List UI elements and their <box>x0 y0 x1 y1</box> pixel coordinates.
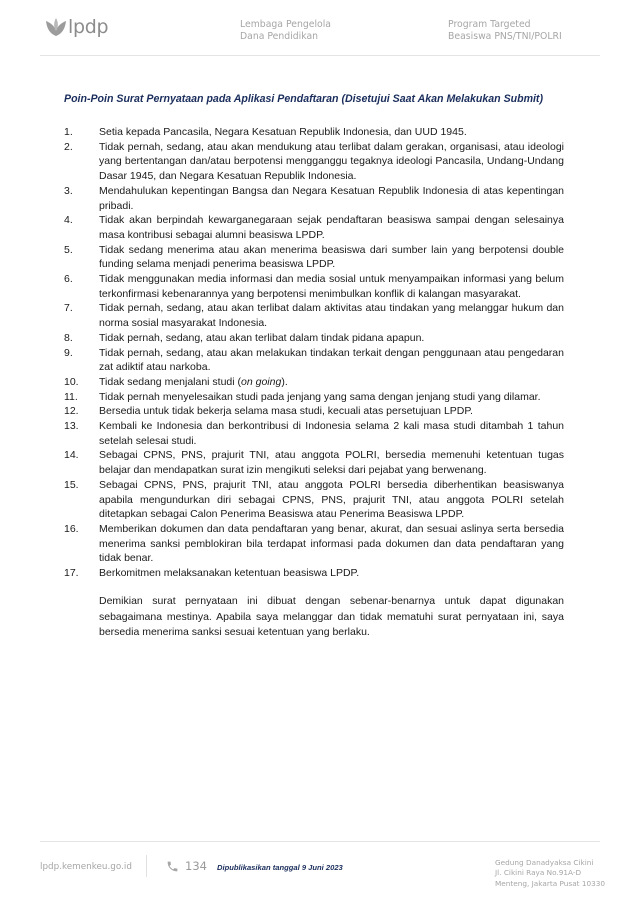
item-text: Tidak pernah, sedang, atau akan melakukan tindakan terkait dengan penggunaan atau pengedaran zat adiktif atau narkoba. <box>99 346 564 374</box>
list-item <box>64 404 564 419</box>
list-item <box>64 375 564 390</box>
list-item <box>64 184 564 213</box>
closing-paragraph: Demikian surat pernyataan ini dibuat dengan sebenar-benarnya untuk dapat digunakan sebagaimana mestinya. Apabila saya melanggar dan tidak mematuhi surat pernyataan ini, saya bersedia menerima sanksi sesuai ketentuan yang berlaku. <box>99 594 564 639</box>
list-item <box>64 346 564 375</box>
item-text: Memberikan dokumen dan data pendaftaran yang benar, akurat, dan sesuai aslinya serta bersedia menerima sanksi pemblokiran bila terdapat informasi pada dokumen dan data pendaftaran yang tidak benar. <box>99 522 564 565</box>
leaf-logo-icon <box>45 17 67 37</box>
item-number: 13. <box>64 420 79 433</box>
item-number: 9. <box>64 346 73 359</box>
list-item <box>64 243 564 272</box>
list-item <box>64 522 564 566</box>
office-address <box>495 858 605 889</box>
phone-icon <box>166 860 179 873</box>
item-number: 5. <box>64 243 73 256</box>
org-name-line1: Lembaga Pengelola <box>240 19 332 30</box>
lpdp-logo <box>45 17 108 37</box>
list-item <box>64 301 564 330</box>
item-number: 14. <box>64 449 79 462</box>
item-text: Sebagai CPNS, PNS, prajurit TNI, atau anggota POLRI bersedia diberhentikan beasiswanya apabila mengundurkan diri sebagai CPNS, PNS, prajurit TNI, atau anggota POLRI setelah ditetapkan sebagai Calon Penerima Beasiswa atau Penerima Beasiswa LPDP. <box>99 478 564 521</box>
item-number: 3. <box>64 184 73 197</box>
list-item <box>64 419 564 448</box>
item-text-after: ). <box>281 375 288 388</box>
item-number: 16. <box>64 522 79 535</box>
program-name-line2: Beasiswa PNS/TNI/POLRI <box>448 31 562 42</box>
item-text: Mendahulukan kepentingan Bangsa dan Negara Kesatuan Republik Indonesia di atas kepentingan pribadi. <box>99 184 564 212</box>
footer-divider <box>40 841 600 842</box>
address-line3: Menteng, Jakarta Pusat 10330 <box>495 878 606 888</box>
item-number: 7. <box>64 302 73 315</box>
item-text: Tidak pernah, sedang, atau akan terlibat dalam tindak pidana apapun. <box>99 331 425 344</box>
list-item <box>64 448 564 477</box>
item-number: 6. <box>64 273 73 286</box>
program-name-line1: Program Targeted <box>448 19 531 30</box>
item-number: 17. <box>64 567 79 580</box>
org-name-line2: Dana Pendidikan <box>240 31 319 42</box>
address-line2: Jl. Cikini Raya No.91A-D <box>495 868 582 878</box>
item-text: Sebagai CPNS, PNS, prajurit TNI, atau anggota POLRI, bersedia memenuhi ketentuan tugas belajar dan mendapatkan surat izin mengikuti seleksi dari pejabat yang berwenang. <box>99 449 564 477</box>
logo-text: lpdp <box>68 16 109 38</box>
list-item <box>64 213 564 242</box>
item-text: Kembali ke Indonesia dan berkontribusi di Indonesia selama 2 kali masa studi ditambah 1 tahun setelah selesai studi. <box>99 420 564 447</box>
list-item <box>64 566 564 581</box>
item-text: Tidak pernah menyelesaikan studi pada jenjang yang sama dengan jenjang studi yang dilamar. <box>99 390 541 403</box>
item-number: 1. <box>64 126 73 138</box>
program-name <box>448 19 562 43</box>
publication-date: Dipublikasikan tanggal 9 Juni 2023 <box>217 863 343 872</box>
item-number: 15. <box>64 478 79 491</box>
item-text-emphasis: on going <box>241 375 282 388</box>
item-text: Setia kepada Pancasila, Negara Kesatuan Republik Indonesia, dan UUD 1945. <box>99 126 467 138</box>
statement-list <box>64 125 564 581</box>
list-item <box>64 140 564 184</box>
org-name <box>240 19 331 43</box>
item-text: Tidak pernah, sedang, atau akan terlibat dalam aktivitas atau tindakan yang melanggar hukum dan norma sosial masyarakat Indonesia. <box>99 302 564 330</box>
phone-contact <box>166 859 207 873</box>
item-number: 4. <box>64 214 73 227</box>
item-text: Bersedia untuk tidak bekerja selama masa studi, kecuali atas persetujuan LPDP. <box>99 405 473 418</box>
footer-separator <box>146 855 147 877</box>
phone-number: 134 <box>185 859 207 873</box>
item-text: Tidak sedang menerima atau akan menerima beasiswa dari sumber lain yang berpotensi double funding selama menjadi penerima beasiswa LPDP. <box>99 243 564 271</box>
section-title: Poin-Poin Surat Pernyataan pada Aplikasi Pendaftaran (Disetujui Saat Akan Melakukan Submit) <box>64 93 543 105</box>
list-item <box>64 272 564 301</box>
list-item <box>64 390 564 405</box>
item-number: 12. <box>64 405 79 418</box>
item-text <box>99 375 564 390</box>
header-divider <box>40 55 600 56</box>
page-header <box>0 0 638 56</box>
item-number: 8. <box>64 331 73 344</box>
item-number: 10. <box>64 375 79 388</box>
statement-section <box>64 92 564 641</box>
item-text: Tidak akan berpindah kewarganegaraan sejak pendaftaran beasiswa sampai dengan selesainya masa kontribusi sebagai alumni beasiswa LPDP. <box>99 214 564 241</box>
address-line1: Gedung Danadyaksa Cikini <box>495 858 594 867</box>
item-text: Tidak menggunakan media informasi dan media sosial untuk menyampaikan informasi yang belum terkonfirmasi kebenarannya yang berpotensi menimbulkan konflik di kalangan masyarakat. <box>99 273 564 300</box>
item-text-before: Tidak sedang menjalani studi ( <box>99 375 242 388</box>
item-number: 2. <box>64 140 73 153</box>
list-item <box>64 331 564 346</box>
item-number: 11. <box>64 390 78 403</box>
website-link[interactable]: lpdp.kemenkeu.go.id <box>40 862 132 872</box>
list-item <box>64 478 564 522</box>
item-text: Berkomitmen melaksanakan ketentuan beasiswa LPDP. <box>99 567 360 580</box>
list-item <box>64 125 564 140</box>
item-text: Tidak pernah, sedang, atau akan mendukung atau terlibat dalam gerakan, organisasi, atau ideologi yang bertentangan dan/atau berpotensi mengganggu tegaknya ideologi Pancasila, Undang-Undang Dasar 1945, dan Negara Kesatuan Republik Indonesia. <box>99 140 564 183</box>
